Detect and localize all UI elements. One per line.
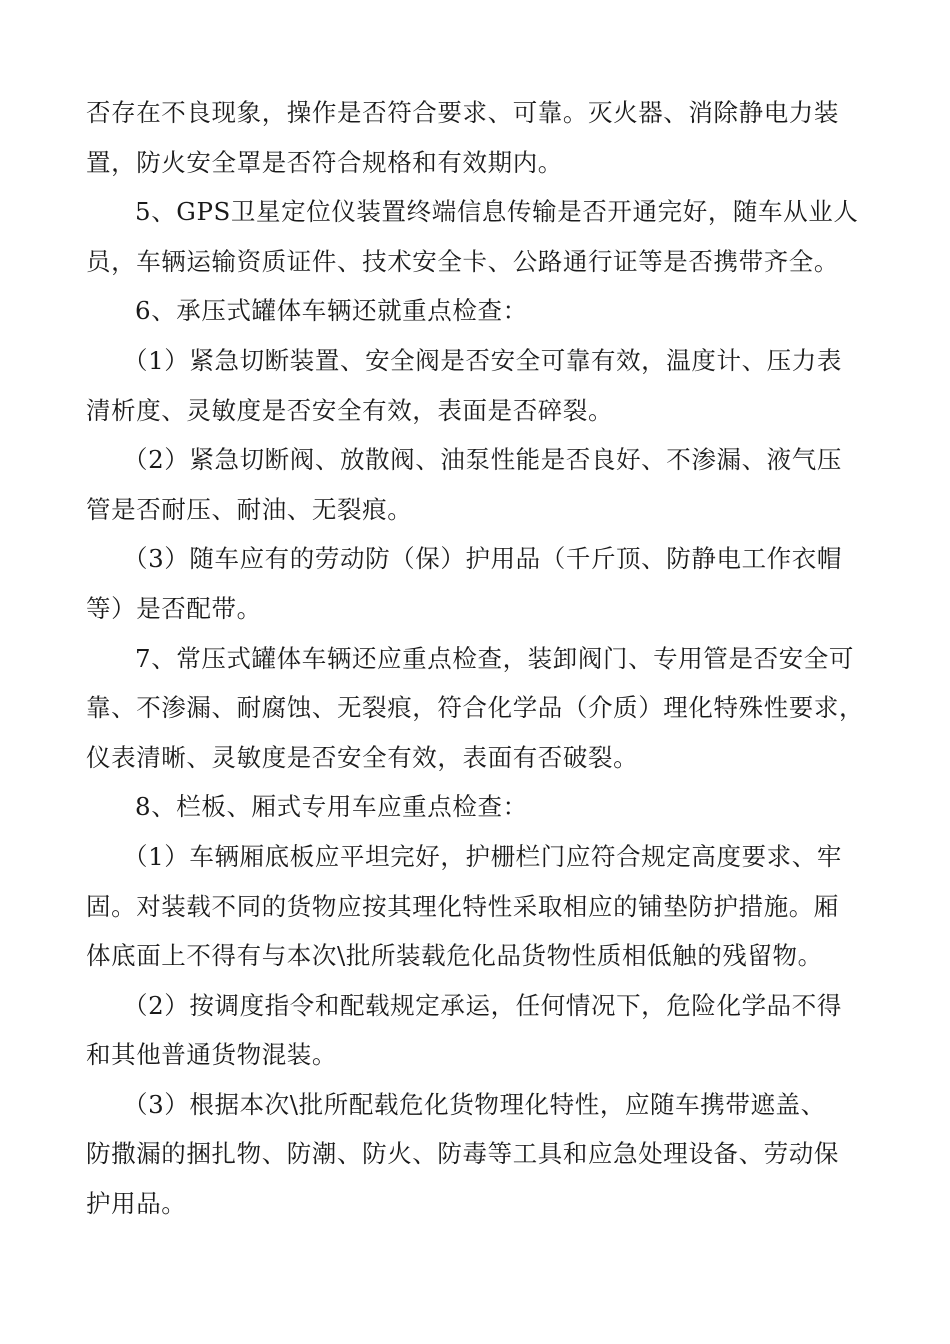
text-line: 护用品。 (86, 1189, 187, 1219)
text-line: 靠、不渗漏、耐腐蚀、无裂痕，符合化学品（介质）理化特殊性要求， (86, 693, 865, 723)
text-line: （2）按调度指令和配载规定承运，任何情况下，危险化学品不得 (123, 990, 842, 1020)
text-line: （2）紧急切断阀、放散阀、油泵性能是否良好、不渗漏、液气压 (123, 445, 842, 475)
text-line: （3）根据本次\批所配载危化货物理化特性，应随车携带遮盖、 (123, 1089, 826, 1119)
text-line: 置，防火安全罩是否符合规格和有效期内。 (86, 147, 563, 177)
text-line: 和其他普通货物混装。 (86, 1040, 337, 1070)
text-line: 8、栏板、厢式专用车应重点检查： (135, 792, 528, 822)
text-line: 6、承压式罐体车辆还就重点检查： (135, 296, 528, 326)
text-line: （1）车辆厢底板应平坦完好，护栅栏门应符合规定高度要求、牢 (123, 841, 842, 871)
text-line: 员，车辆运输资质证件、技术安全卡、公路通行证等是否携带齐全。 (86, 246, 839, 276)
text-line: 体底面上不得有与本次\批所装载危化品货物性质相低触的残留物。 (86, 941, 823, 971)
text-line: 防撒漏的捆扎物、防潮、防火、防毒等工具和应急处理设备、劳动保 (86, 1139, 839, 1169)
text-line: 仪表清晰、灵敏度是否安全有效，表面有否破裂。 (86, 742, 639, 772)
text-line: 管是否耐压、耐油、无裂痕。 (86, 494, 413, 524)
text-line: 清析度、灵敏度是否安全有效，表面是否碎裂。 (86, 395, 614, 425)
text-line: （3）随车应有的劳动防（保）护用品（千斤顶、防静电工作衣帽 (123, 544, 842, 574)
document-body (86, 88, 866, 1229)
text-line: 7、常压式罐体车辆还应重点检查，装卸阀门、专用管是否安全可 (135, 643, 854, 673)
text-line: 固。对装载不同的货物应按其理化特性采取相应的铺垫防护措施。厢 (86, 891, 839, 921)
text-line: （1）紧急切断装置、安全阀是否安全可靠有效，温度计、压力表 (123, 345, 842, 375)
text-line: 等）是否配带。 (86, 593, 262, 623)
text-line: 5、GPS卫星定位仪装置终端信息传输是否开通完好，随车从业人 (135, 197, 859, 227)
text-line: 否存在不良现象，操作是否符合要求、可靠。灭火器、消除静电力装 (86, 98, 839, 127)
